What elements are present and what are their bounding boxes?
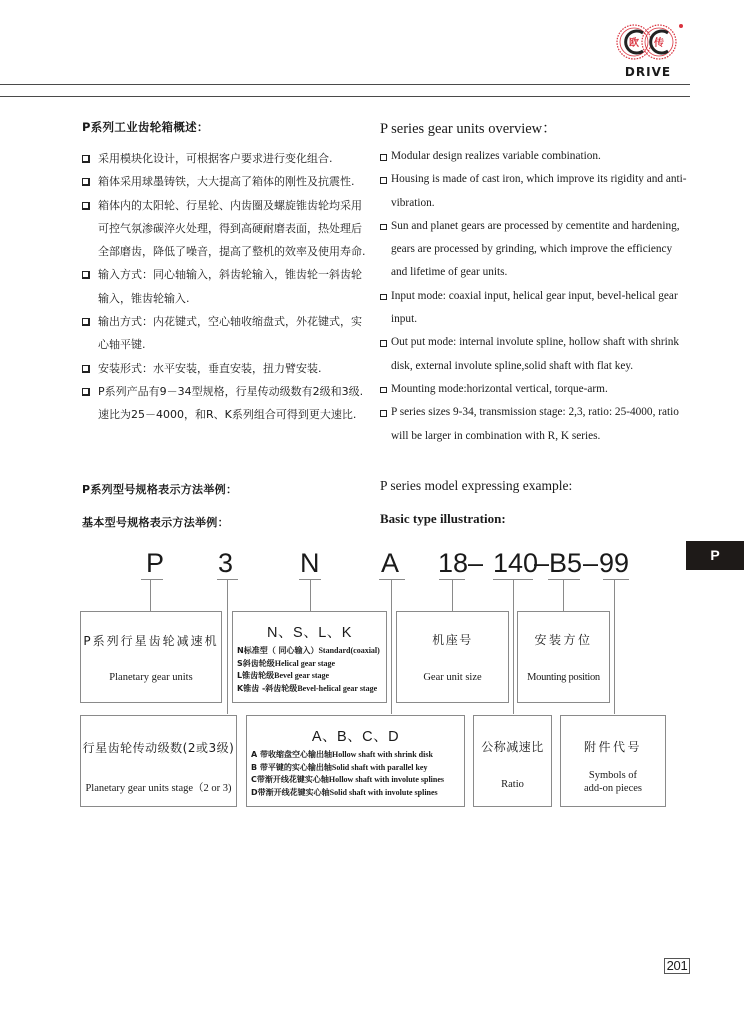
box-output-type-title: A、B、C、D xyxy=(311,729,400,745)
box-stage-en: Planetary gear units stage（2 or 3) xyxy=(85,783,232,794)
registered-mark-icon xyxy=(679,24,683,28)
code-ratio: 140 xyxy=(493,548,539,578)
box-series-cn: P系列行星齿轮减速机 xyxy=(83,634,219,648)
box-input-type xyxy=(232,611,387,703)
box-ratio xyxy=(473,715,552,807)
logo-char-1: 欧 xyxy=(629,38,639,49)
list-item: Input mode: coaxial input, helical gear input, bevel-helical gear input. xyxy=(380,285,690,332)
code-underline xyxy=(548,579,580,580)
list-item: 采用模块化设计，可根据客户要求进行变化组合. xyxy=(82,147,372,170)
checkbox-bullet-icon xyxy=(380,340,387,347)
checkbox-bullet-icon xyxy=(82,202,90,210)
list-item: 输出方式：内花键式，空心轴收缩盘式，外花键式，实心轴平键. xyxy=(82,310,372,357)
checkbox-bullet-icon xyxy=(82,388,90,396)
connector-mounting xyxy=(563,579,564,611)
overview-heading-cn: P系列工业齿轮箱概述： xyxy=(82,120,209,134)
input-type-row: N标准型（ 同心输入）Standard(coaxial) xyxy=(237,646,380,655)
model-subheading-en: Basic type illustration: xyxy=(380,511,506,526)
output-type-details xyxy=(251,749,464,799)
code-underline xyxy=(603,579,629,580)
code-addons: 99 xyxy=(599,548,630,578)
checkbox-bullet-icon xyxy=(82,365,90,373)
code-size: 18 xyxy=(438,548,469,578)
input-type-details xyxy=(237,645,386,695)
model-heading-cn: P系列型号规格表示方法举例： xyxy=(82,483,238,496)
logo-char-2: 传 xyxy=(654,38,664,49)
checkbox-bullet-icon xyxy=(380,387,387,394)
checkbox-bullet-icon xyxy=(82,178,90,186)
list-item: P系列产品有9－34型规格，行星传动级数有2级和3级.速比为25－4000，和R、K系列组合可得到更大速比. xyxy=(82,380,372,427)
list-item: 箱体采用球墨铸铁，大大提高了箱体的刚性及抗震性. xyxy=(82,170,372,193)
box-addons-en: Symbols of add-on pieces xyxy=(583,770,643,794)
connector-input-type xyxy=(310,579,311,611)
drive-logo xyxy=(612,18,686,80)
page-number: 201 xyxy=(664,958,690,974)
logo-brand-text: DRIVE xyxy=(624,65,672,79)
list-item: P series sizes 9-34, transmission stage: 2,3, ratio: 25-4000, ratio will be larger in combination with R, K series. xyxy=(380,401,690,448)
overview-heading-en: P series gear units overview： xyxy=(380,121,557,137)
code-dash-2: – xyxy=(534,548,550,578)
output-type-row: A 带收缩盘空心输出轴Hollow shaft with shrink disk xyxy=(251,750,433,759)
input-type-row: S斜齿轮级Helical gear stage xyxy=(237,658,336,668)
model-heading-en: P series model expressing example: xyxy=(380,478,573,493)
box-ratio-cn: 公称减速比 xyxy=(481,740,544,754)
input-type-row: L锥齿轮级Bevel gear stage xyxy=(237,671,330,680)
box-addons xyxy=(560,715,666,807)
connector-stage xyxy=(227,579,228,714)
code-input-type: N xyxy=(300,548,320,578)
box-series xyxy=(80,611,222,703)
box-size-cn: 机座号 xyxy=(432,633,473,647)
code-mounting: B5 xyxy=(549,548,583,578)
list-item: 安装形式：水平安装，垂直安装，扭力臂安装. xyxy=(82,357,372,380)
list-item: 箱体内的太阳轮、行星轮、内齿圈及螺旋锥齿轮均采用可控气氛渗碳淬火处理，得到高硬耐磨表面，热处理后全部磨齿，降低了噪音，提高了整机的效率及使用寿命. xyxy=(82,194,372,264)
box-mounting-cn: 安装方位 xyxy=(534,633,593,647)
checkbox-bullet-icon xyxy=(82,318,90,326)
code-dash-3: – xyxy=(583,548,599,578)
list-item: Out put mode: internal involute spline, hollow shaft with shrink disk, external involute spline,solid shaft with flat key. xyxy=(380,331,690,378)
output-type-row: D带渐开线花键实心轴Solid shaft with involute splines xyxy=(251,787,438,797)
checkbox-bullet-icon xyxy=(380,177,387,184)
box-addons-cn: 附件代号 xyxy=(583,740,642,754)
checkbox-bullet-icon xyxy=(380,154,387,161)
list-item: Mounting mode:horizontal vertical, torque-arm. xyxy=(380,378,690,401)
code-series: P xyxy=(146,548,165,578)
model-subheading-cn: 基本型号规格表示方法举例： xyxy=(82,516,229,529)
list-item: 输入方式：同心轴输入，斜齿轮输入，锥齿轮一斜齿轮输入，锥齿轮输入. xyxy=(82,263,372,310)
connector-ratio xyxy=(513,579,514,714)
code-underline xyxy=(379,579,405,580)
box-mounting-en: Mounting position xyxy=(527,672,600,683)
gear-logo-icon xyxy=(612,18,686,80)
code-dash-1: – xyxy=(468,548,484,578)
box-ratio-en: Ratio xyxy=(501,779,524,790)
checkbox-bullet-icon xyxy=(380,294,387,301)
connector-series xyxy=(150,579,151,611)
box-series-en: Planetary gear units xyxy=(109,672,193,683)
list-item: Housing is made of cast iron, which improve its rigidity and anti-vibration. xyxy=(380,168,690,215)
checkbox-bullet-icon xyxy=(380,224,387,231)
box-size xyxy=(396,611,509,703)
overview-list-cn xyxy=(82,147,372,427)
header-rule-bottom xyxy=(0,96,690,97)
connector-size xyxy=(452,579,453,611)
input-type-row: K锥齿 -斜齿轮级Bevel-helical gear stage xyxy=(237,683,378,693)
box-stage xyxy=(80,715,237,807)
section-tab: P xyxy=(686,541,744,570)
code-output-type: A xyxy=(381,548,400,578)
box-input-type-title: N、S、L、K xyxy=(267,625,352,641)
list-item: Sun and planet gears are processed by cementite and hardening, gears are processed by grinding, which improve the efficiency and lifetime of gear units. xyxy=(380,215,690,285)
checkbox-bullet-icon xyxy=(82,155,90,163)
box-output-type xyxy=(246,715,465,807)
code-stage: 3 xyxy=(218,548,234,578)
box-mounting xyxy=(517,611,610,703)
code-underline xyxy=(141,579,163,580)
checkbox-bullet-icon xyxy=(82,271,90,279)
list-item: Modular design realizes variable combination. xyxy=(380,145,690,168)
connector-output-type xyxy=(391,579,392,714)
box-size-en: Gear unit size xyxy=(423,672,482,683)
overview-list-en xyxy=(380,145,690,448)
header-rule-top xyxy=(0,84,690,85)
connector-addons xyxy=(614,579,615,714)
output-type-row: B 带平键的实心输出轴Solid shaft with parallel key xyxy=(251,762,428,772)
checkbox-bullet-icon xyxy=(380,410,387,417)
output-type-row: C带渐开线花键实心轴Hollow shaft with involute splines xyxy=(251,775,445,784)
box-stage-cn: 行星齿轮传动级数(2或3级) xyxy=(82,741,235,755)
